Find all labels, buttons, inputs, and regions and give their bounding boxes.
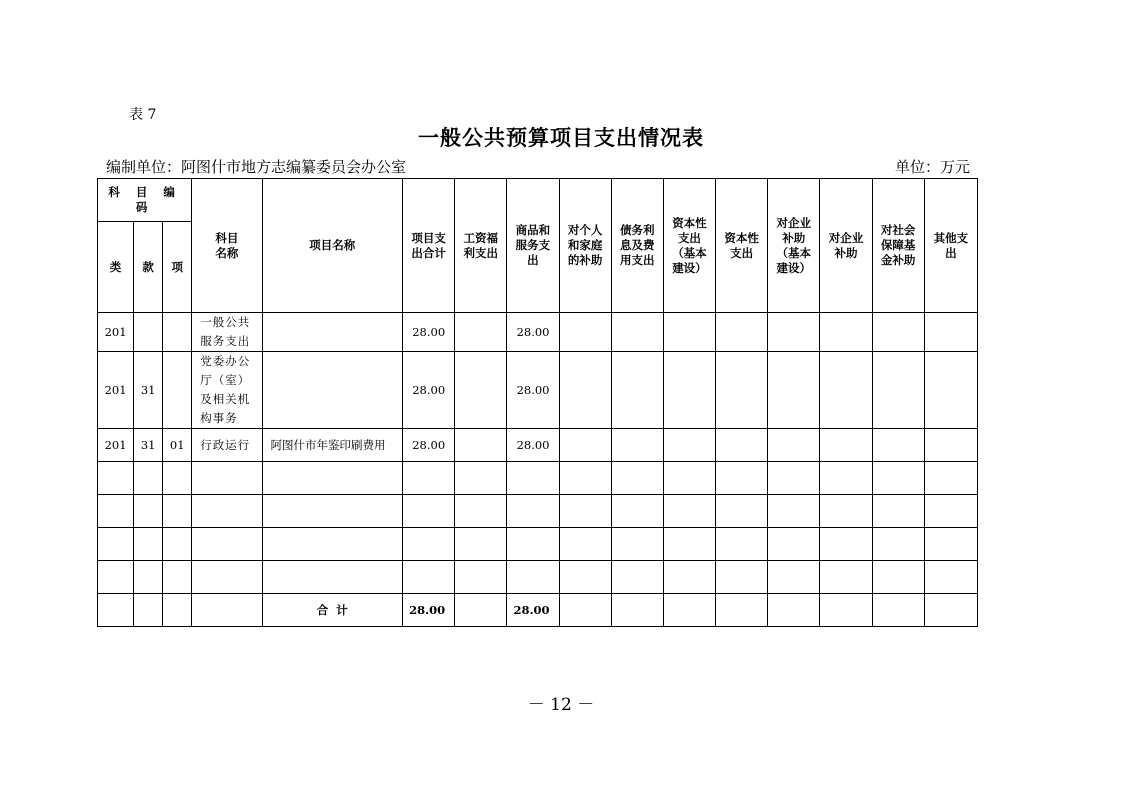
empty-row — [98, 462, 978, 495]
empty-row — [98, 495, 978, 528]
empty-row — [98, 528, 978, 561]
xiang-header: 项 — [163, 222, 192, 313]
xiang-cell — [163, 352, 192, 429]
kuan-header: 款 — [134, 222, 163, 313]
goods-services-cell: 28.00 — [507, 429, 559, 462]
wage-cell — [455, 429, 507, 462]
lei-header: 类 — [98, 222, 134, 313]
table-number: 表 7 — [129, 107, 157, 123]
col-header-enterprise-subsidy: 对企业 补助 — [820, 179, 872, 313]
kuan-cell: 31 — [134, 352, 163, 429]
empty-row — [98, 561, 978, 594]
col-header-capital: 资本性 支出 — [716, 179, 768, 313]
goods-services-cell: 28.00 — [507, 313, 559, 352]
col-header-project-total: 项目支 出合计 — [403, 179, 455, 313]
table-row — [98, 352, 978, 429]
goods-services-cell: 28.00 — [507, 352, 559, 429]
col-header-personal-subsidy: 对个人 和家庭 的补助 — [559, 179, 611, 313]
col-header-wage-welfare: 工资福 利支出 — [455, 179, 507, 313]
project-name-header: 项目名称 — [262, 179, 402, 313]
lei-cell: 201 — [98, 352, 134, 429]
total-row — [98, 594, 978, 627]
project-total-cell: 28.00 — [403, 352, 455, 429]
compiling-unit: 编制单位：阿图什市地方志编纂委员会办公室 — [106, 158, 407, 176]
lei-cell: 201 — [98, 429, 134, 462]
project-name-cell — [262, 352, 402, 429]
col-header-other: 其他支 出 — [924, 179, 977, 313]
total-project-cell: 28.00 — [403, 594, 455, 627]
project-name-cell — [262, 313, 402, 352]
subject-name-header: 科目 名称 — [192, 179, 262, 313]
project-name-cell: 阿图什市年鉴印刷费用 — [262, 429, 402, 462]
wage-cell — [455, 352, 507, 429]
subject-code-header: 科 目 编 码 — [98, 179, 192, 222]
page-number: － 12 － — [527, 695, 595, 715]
total-label: 合 计 — [262, 594, 402, 627]
project-total-cell: 28.00 — [403, 313, 455, 352]
xiang-cell — [163, 313, 192, 352]
subject-name-cell: 行政运行 — [200, 437, 251, 452]
lei-cell: 201 — [98, 313, 134, 352]
kuan-cell — [134, 313, 163, 352]
table-row — [98, 429, 978, 462]
header-row-1 — [98, 179, 978, 222]
table-row — [98, 313, 978, 352]
currency-unit: 单位：万元 — [894, 158, 970, 176]
total-goods-cell: 28.00 — [507, 594, 559, 627]
subject-name-cell: 党委办公厅（室）及相关机构事务 — [200, 354, 251, 425]
wage-cell — [455, 313, 507, 352]
xiang-cell: 01 — [163, 429, 192, 462]
kuan-cell: 31 — [134, 429, 163, 462]
project-total-cell: 28.00 — [403, 429, 455, 462]
subject-name-cell: 一般公共服务支出 — [200, 315, 251, 348]
col-header-goods-services: 商品和 服务支 出 — [507, 179, 559, 313]
budget-table — [97, 178, 978, 627]
col-header-social-security: 对社会 保障基 金补助 — [872, 179, 924, 313]
col-header-enterprise-basic: 对企业 补助 （基本 建设） — [768, 179, 820, 313]
col-header-debt-interest: 债务利 息及费 用支出 — [611, 179, 663, 313]
page-title: 一般公共预算项目支出情况表 — [418, 125, 704, 150]
col-header-capital-basic: 资本性 支出 （基本 建设） — [663, 179, 715, 313]
